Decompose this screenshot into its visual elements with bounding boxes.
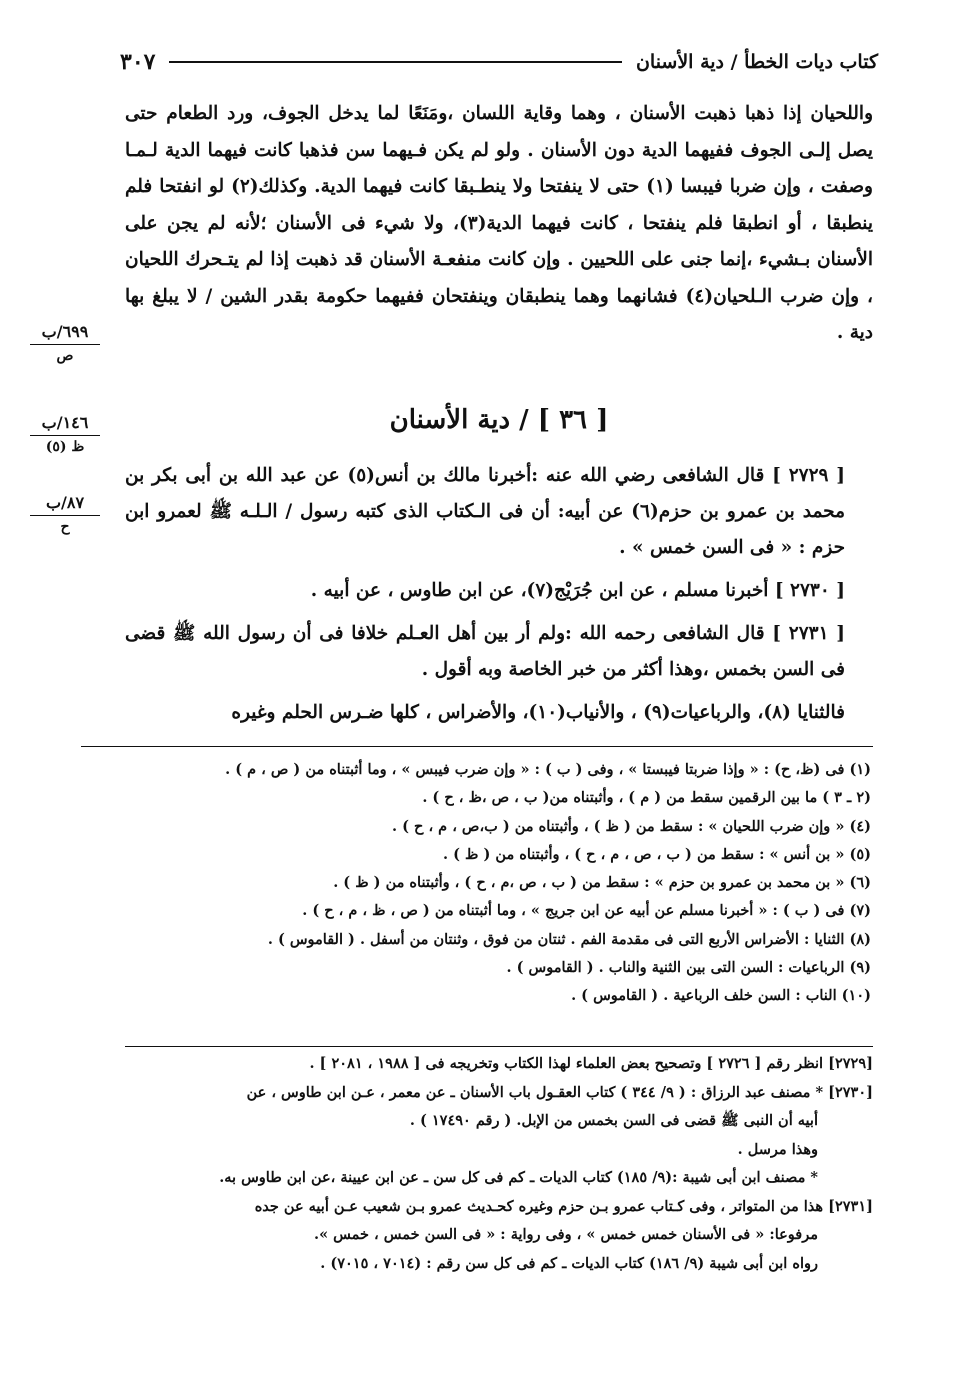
margin-note — [30, 322, 100, 366]
margin-note — [30, 493, 100, 537]
footnote: (٤) « وإن ضرب اللحيان » : سقط من ( ظ ) ، وأثبتناه من ( ب،ص ، م ، ح ) . — [392, 817, 871, 835]
margin-note-folio: ١٤٦/ب — [30, 413, 100, 436]
running-title: كتاب ديات الخطأ / دية الأسنان — [635, 51, 878, 73]
reference-line: [٢٧٢٩] انظر رقم [ ٢٧٢٦ ] وتصحيح بعض العلماء لهذا الكتاب وتخريجه فى [ ١٩٨٨ ، ٢٠٨١ ] . — [309, 1055, 873, 1072]
references-divider — [125, 1046, 873, 1047]
references — [125, 1050, 873, 1278]
footnote: (٧) فى ( ب ) : « أخبرنا مسلم عن أبيه عن ابن جريج » ، وما أثبتناه من ( ص ، ظ ، م ، ح ) . — [302, 902, 871, 920]
footnote: (٢ ـ ٣ ) ما بين الرقمين سقط من ( م ) ، وأثبتناه من( ب ، ص ،ظ ، ح ) . — [422, 789, 871, 807]
footnote: (١) فى (ظ، ح) : « وإذا ضربتا فيبستا » ، وفى ( ب ) : « وإن ضرب فيبس » ، وما أثبتناه من ( ص ، م ) . — [225, 761, 871, 778]
hadith-paragraph: [ ٢٧٣٠ ] أخبرنا مسلم ، عن ابن جُرَيْج(٧)، عن ابن طاوس ، عن أبيه . — [310, 580, 845, 601]
reference-line: [٢٧٣٠] * مصنف عبد الرزاق : ( ٩/ ٣٤٤ ) كتاب العقـول باب الأسنان ـ عن معمر ، عـن ابن طاوس ، عن — [246, 1083, 873, 1101]
body-text — [125, 96, 873, 352]
footnote: (٦) « بن محمد بن عمرو بن حزم » : سقط من ( ب ، ص ،م ، ح ) ، وأثبتناه من ( ظ ) . — [333, 874, 871, 892]
reference-line: * مصنف ابن أبى شيبة :(٩/ ١٨٥) كتاب الديات ـ كم فى كل سن ـ عن ابن عيينة ،عن ابن طاوس به. — [219, 1169, 818, 1186]
reference-line: وهذا مرسل . — [737, 1140, 818, 1158]
reference-line: مرفوعا: « فى الأسنان خمس خمس » ، وفى رواية : « فى السن خمس ، خمس ». — [314, 1226, 818, 1243]
page-number: ٣٠٧ — [120, 49, 156, 75]
header-rule — [169, 61, 622, 63]
page-header — [120, 42, 878, 82]
footnote-divider — [81, 746, 873, 747]
hadith-paragraph: [ ٢٧٢٩ ] قال الشافعى رضي الله عنه :أخبرنا مالك بن أنس(٥) عن عبد الله بن أبى بكر بن محمد بن عمرو بن حزم(٦) عن أبيه: أن فى الـكتاب الذى كتبه رسول / الـلـه ﷺ لعمرو ابن حزم : « فى السن خمس » . — [125, 465, 845, 558]
footnote: (٨) الثنايا : الأضراس الأربع التى فى مقدمة الفم . ثنتان من فوق ، وثنتان من أسفل . ( القاموس ) . — [267, 930, 871, 948]
margin-note-manuscript: ح — [60, 519, 70, 535]
footnote: (٥) « بن أنس » : سقط من ( ب ، ص ، م ، ح ) ، وأثبتناه من ( ظ ) . — [443, 845, 871, 863]
margin-note — [30, 413, 100, 457]
body-paragraph: واللحيان إذا ذهبا ذهبت الأسنان ، وهما وقاية اللسان ،ومَنَعًا لما يدخل الجوف، ورد الطعام حتى يصل إلـى الجوف ففيهما الدية دون الأسنان . ولو لم يكن فـيهما سن فذهبا كانت فيهما الدية لـمـا وصفت ، وإن ضربا فيبسا (١) حتى لا ينفتحا ولا ينطـبقا كانت فيهما الدية. وكذلك(٢) لو انفتحا فلم ينطبقا ، أو انطبقا فلم ينفتحا ، كانت فيهما الدية(٣)، ولا شيء فى الأسنان ؛لأنه لم يجن على الأسنان بـشيء ،إنما جنى على اللحيين . وإن كانت منفعـة الأسنان قد ذهبت إذا لم يتـحرك اللحيان ، وإن ضرب الـلحيان(٤) فشانهما وهما ينطبقان وينفتحان ففيهما حكومة بقدر الشين / لا يبلغ بها دية . — [125, 103, 874, 343]
margin-note-manuscript: ظ (٥) — [45, 439, 85, 455]
footnotes — [125, 756, 871, 1011]
margin-note-folio: ٨٧/ب — [30, 493, 100, 516]
hadith-paragraph: [ ٢٧٣١ ] قال الشافعى رحمه الله :ولم أر بين أهل العـلم خلافا فى أن رسول الله ﷺ قضى فى السن بخمس ،وهذا أكثر من خبر الخاصة وبه أقول . — [125, 623, 845, 680]
section-heading: [ ٣٦ ] / دية الأسنان — [389, 405, 609, 435]
reference-line: أبيه أن النبى ﷺ قضى فى السن بخمس من الإبل. ( رقم ١٧٤٩٠ ) . — [409, 1112, 818, 1129]
reference-line: رواه ابن أبى شيبة (٩/ ١٨٦) كتاب الديات ـ كم فى كل سن رقم : (٧٠١٤ ، ٧٠١٥) . — [320, 1254, 818, 1272]
reference-line: [٢٧٣١] هذا من المتواتر ، وفى كـتاب عمرو بـن حزم وغيره كحـديث عمرو بـن شعيب عـن أبيه عن جده — [254, 1197, 873, 1215]
hadith-block — [125, 458, 873, 738]
footnote: (١٠) الناب : السن خلف الرباعية . ( القاموس ) . — [571, 987, 871, 1005]
margin-note-folio: ٦٩٩/ب — [30, 322, 100, 345]
hadith-paragraph: فالثنايا (٨)، والرباعيات(٩) ، والأنياب(١٠)، والأضراس ، كلها ضـرس الحلم وغيره — [231, 702, 845, 723]
footnote: (٩) الرباعيات : السن التى بين الثنية والناب . ( القاموس ) . — [506, 959, 871, 977]
margin-note-manuscript: ص — [56, 348, 74, 364]
